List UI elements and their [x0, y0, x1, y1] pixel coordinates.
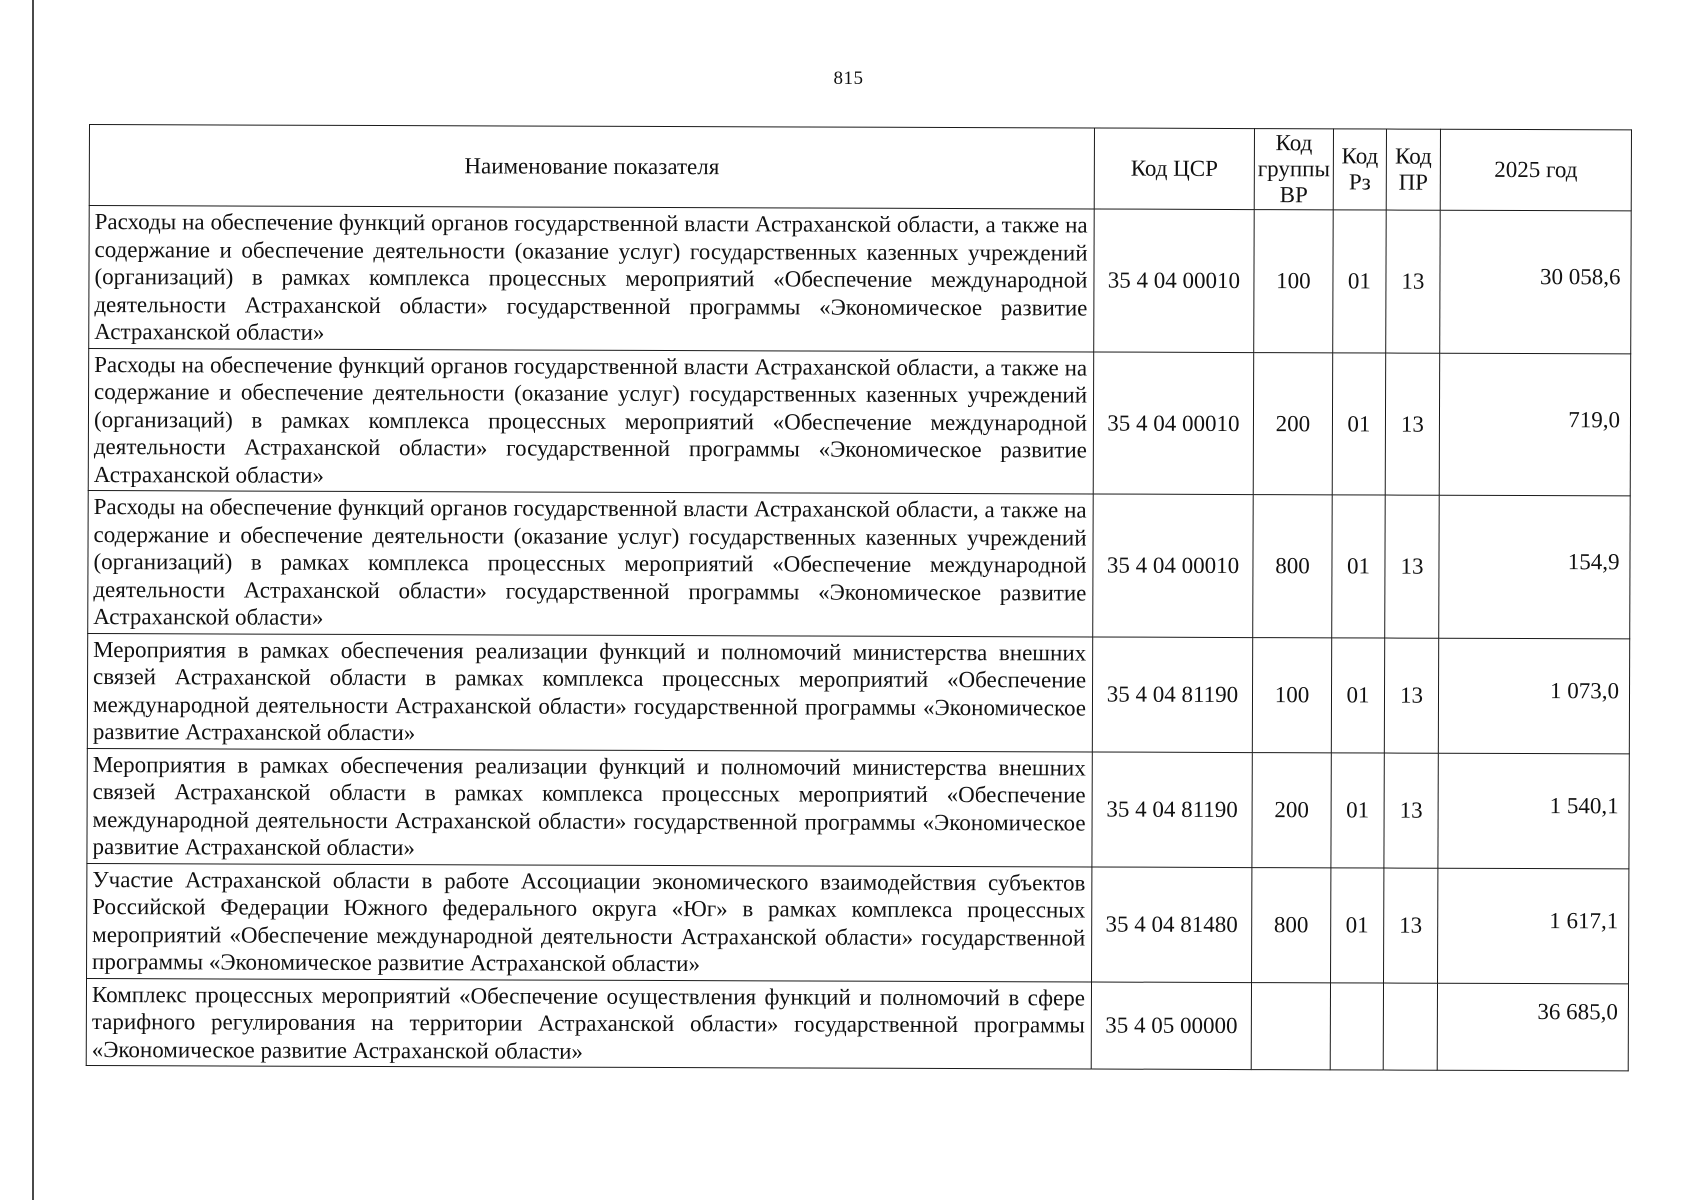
header-name: Наименование показателя [89, 125, 1094, 210]
row-rz: 01 [1331, 637, 1384, 752]
row-csr: 35 4 04 00010 [1093, 494, 1253, 637]
row-amount: 154,9 [1439, 495, 1630, 638]
row-csr: 35 4 05 00000 [1091, 982, 1251, 1070]
table-row [89, 206, 1631, 354]
budget-table [86, 124, 1632, 1071]
row-rz: 01 [1331, 752, 1384, 867]
table-row [87, 633, 1629, 753]
row-name: Мероприятия в рамках обеспечения реализации функций и полномочий министерства внешних связей Астраханской области в рамках комплекса процессных мероприятий «Обеспечение международной деятельности Астраханской области» государственной программы «Экономическое развитие Астраханской области» [87, 633, 1092, 752]
row-vr [1251, 982, 1330, 1070]
row-amount: 1 617,1 [1438, 868, 1629, 984]
row-csr: 35 4 04 81480 [1092, 867, 1252, 983]
row-vr: 800 [1252, 867, 1331, 982]
row-vr: 100 [1254, 210, 1333, 353]
row-name: Комплекс процессных мероприятий «Обеспечение осуществления функций и полномочий в сфере тарифного регулирования на территории Астраханской области» государственной программы «Экономическое развитие Астраханской области» [86, 978, 1091, 1069]
row-name: Мероприятия в рамках обеспечения реализации функций и полномочий министерства внешних связей Астраханской области в рамках комплекса процессных мероприятий «Обеспечение международной деятельности Астраханской области» государственной программы «Экономическое развитие Астраханской области» [87, 748, 1092, 867]
row-amount: 36 685,0 [1437, 983, 1628, 1071]
row-csr: 35 4 04 00010 [1093, 352, 1253, 495]
table-row [87, 863, 1629, 983]
row-pr: 13 [1386, 210, 1440, 353]
row-pr: 13 [1385, 495, 1439, 638]
row-vr: 100 [1252, 637, 1331, 752]
page-number: 815 [833, 68, 864, 89]
row-pr: 13 [1384, 753, 1438, 868]
header-rz: Код Рз [1333, 129, 1386, 210]
header-csr: Код ЦСР [1094, 128, 1254, 210]
row-csr: 35 4 04 81190 [1092, 637, 1252, 753]
row-csr: 35 4 04 00010 [1094, 209, 1254, 352]
table-row [88, 490, 1630, 638]
row-vr: 800 [1253, 495, 1332, 638]
row-pr [1383, 983, 1437, 1071]
row-pr: 13 [1384, 868, 1438, 983]
header-year: 2025 год [1440, 129, 1631, 211]
row-amount: 30 058,6 [1440, 210, 1631, 353]
row-rz: 01 [1332, 495, 1385, 638]
table-header-row [89, 125, 1631, 211]
row-amount: 1 540,1 [1438, 753, 1629, 869]
row-vr: 200 [1253, 352, 1332, 495]
row-csr: 35 4 04 81190 [1092, 752, 1252, 868]
row-rz: 01 [1332, 352, 1385, 495]
row-amount: 719,0 [1439, 353, 1630, 496]
scan-edge-line [32, 0, 34, 1200]
row-name: Участие Астраханской области в работе Ассоциации экономического взаимодействия субъектов Российской Федерации Южного федерального округа «Юг» в рамках комплекса процессных мероприятий «Обеспечение международной деятельности Астраханской области» государственной программы «Экономическое развитие Астраханской области» [87, 863, 1092, 982]
table-row [86, 978, 1628, 1071]
row-amount: 1 073,0 [1438, 638, 1629, 754]
row-name: Расходы на обеспечение функций органов государственной власти Астраханской области, а также на содержание и обеспечение деятельности (оказание услуг) государственных казенных учреждений (организаций) в рамках комплекса процессных мероприятий «Обеспечение международной деятельности Астраханской области» государственной программы «Экономическое развитие Астраханской области» [89, 206, 1094, 352]
row-name: Расходы на обеспечение функций органов государственной власти Астраханской области, а также на содержание и обеспечение деятельности (оказание услуг) государственных казенных учреждений (организаций) в рамках комплекса процессных мероприятий «Обеспечение международной деятельности Астраханской области» государственной программы «Экономическое развитие Астраханской области» [88, 490, 1093, 636]
row-rz: 01 [1331, 867, 1384, 982]
header-pr: Код ПР [1386, 129, 1440, 210]
table-row [87, 748, 1629, 868]
table-row [88, 348, 1630, 496]
row-name: Расходы на обеспечение функций органов государственной власти Астраханской области, а также на содержание и обеспечение деятельности (оказание услуг) государственных казенных учреждений (организаций) в рамках комплекса процессных мероприятий «Обеспечение международной деятельности Астраханской области» государственной программы «Экономическое развитие Астраханской области» [88, 348, 1093, 494]
row-pr: 13 [1384, 638, 1438, 753]
header-vr: Код группы ВР [1254, 129, 1333, 210]
row-pr: 13 [1385, 353, 1439, 496]
row-rz: 01 [1333, 210, 1386, 353]
row-vr: 200 [1252, 752, 1331, 867]
row-rz [1330, 982, 1383, 1070]
